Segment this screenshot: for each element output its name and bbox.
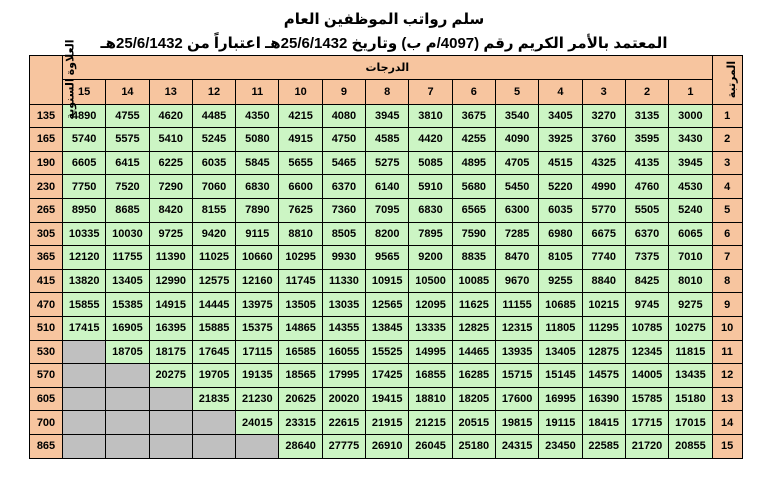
salary-cell: 11815: [669, 340, 712, 364]
grade-number-header: 6: [452, 79, 495, 104]
table-row: [30, 269, 743, 293]
table-row: [30, 128, 743, 152]
grade-number-header: 13: [149, 79, 192, 104]
increment-cell: 865: [30, 434, 63, 458]
salary-cell: 12990: [149, 269, 192, 293]
salary-cell: 17645: [192, 340, 235, 364]
salary-cell: 12565: [366, 293, 409, 317]
salary-cell: 3430: [669, 128, 712, 152]
salary-cell: 8010: [669, 269, 712, 293]
salary-cell: 6300: [495, 198, 538, 222]
salary-cell: 10295: [279, 246, 322, 270]
salary-cell: 4750: [322, 128, 365, 152]
salary-cell: 13405: [106, 269, 149, 293]
salary-cell: 4760: [625, 175, 668, 199]
salary-cell: 13505: [279, 293, 322, 317]
salary-cell: 4090: [495, 128, 538, 152]
salary-cell: 12120: [63, 246, 106, 270]
increment-cell: 570: [30, 364, 63, 388]
salary-cell: 15145: [539, 364, 582, 388]
salary-cell: 10085: [452, 269, 495, 293]
salary-cell: 7750: [63, 175, 106, 199]
salary-cell: 6065: [669, 222, 712, 246]
salary-cell: 8835: [452, 246, 495, 270]
salary-cell: 12095: [409, 293, 452, 317]
salary-cell: 15525: [366, 340, 409, 364]
salary-cell: 3405: [539, 104, 582, 128]
salary-cell: 20855: [669, 434, 712, 458]
salary-cell: 11295: [582, 316, 625, 340]
salary-cell: 4215: [279, 104, 322, 128]
salary-cell: 15375: [236, 316, 279, 340]
salary-cell: 5575: [106, 128, 149, 152]
table-row: [30, 340, 743, 364]
grade-number-header: 4: [539, 79, 582, 104]
salary-cell: 6035: [539, 198, 582, 222]
salary-cell: 9725: [149, 222, 192, 246]
salary-cell: 13975: [236, 293, 279, 317]
salary-cell: 4705: [495, 151, 538, 175]
salary-cell: 4485: [192, 104, 235, 128]
salary-cell: 5220: [539, 175, 582, 199]
salary-cell: 6830: [409, 198, 452, 222]
salary-cell: 13845: [366, 316, 409, 340]
increment-cell: 165: [30, 128, 63, 152]
salary-cell: 15715: [495, 364, 538, 388]
salary-cell: 3810: [409, 104, 452, 128]
empty-cell: [106, 434, 149, 458]
salary-cell: 10785: [625, 316, 668, 340]
level-cell: 2: [712, 128, 742, 152]
grade-number-row: [30, 79, 743, 104]
salary-cell: 18565: [279, 364, 322, 388]
salary-cell: 11805: [539, 316, 582, 340]
empty-cell: [63, 387, 106, 411]
salary-cell: 5655: [279, 151, 322, 175]
salary-cell: 5465: [322, 151, 365, 175]
grade-number-header: 15: [63, 79, 106, 104]
salary-cell: 21215: [409, 411, 452, 435]
salary-cell: 5505: [625, 198, 668, 222]
increment-cell: 135: [30, 104, 63, 128]
salary-cell: 5410: [149, 128, 192, 152]
salary-cell: 18175: [149, 340, 192, 364]
salary-cell: 13405: [539, 340, 582, 364]
salary-cell: 7625: [279, 198, 322, 222]
grade-number-header: 11: [236, 79, 279, 104]
grade-number-header: 9: [322, 79, 365, 104]
salary-cell: 5845: [236, 151, 279, 175]
level-header: المرتبة: [712, 56, 742, 105]
table-row: [30, 316, 743, 340]
salary-cell: 24315: [495, 434, 538, 458]
salary-cell: 11390: [149, 246, 192, 270]
salary-cell: 15385: [106, 293, 149, 317]
salary-cell: 8105: [539, 246, 582, 270]
level-cell: 1: [712, 104, 742, 128]
salary-cell: 10030: [106, 222, 149, 246]
salary-cell: 6140: [366, 175, 409, 199]
table-row: [30, 434, 743, 458]
grade-number-header: 5: [495, 79, 538, 104]
salary-cell: 8470: [495, 246, 538, 270]
empty-cell: [192, 434, 235, 458]
salary-cell: 9275: [669, 293, 712, 317]
table-row: [30, 387, 743, 411]
page-subtitle: المعتمد بالأمر الكريم رقم (4097/م ب) وتاريخ 25/6/1432هـ اعتباراً من 25/6/1432هـ: [100, 35, 668, 52]
grade-number-header: 10: [279, 79, 322, 104]
salary-cell: 11155: [495, 293, 538, 317]
level-cell: 11: [712, 340, 742, 364]
salary-cell: 8810: [279, 222, 322, 246]
salary-cell: 10335: [63, 222, 106, 246]
salary-cell: 5275: [366, 151, 409, 175]
salary-cell: 18205: [452, 387, 495, 411]
level-cell: 14: [712, 411, 742, 435]
salary-cell: 4620: [149, 104, 192, 128]
grade-number-header: 14: [106, 79, 149, 104]
empty-cell: [149, 411, 192, 435]
salary-cell: 17425: [366, 364, 409, 388]
salary-cell: 14575: [582, 364, 625, 388]
empty-cell: [63, 340, 106, 364]
grade-number-header: 12: [192, 79, 235, 104]
level-cell: 3: [712, 151, 742, 175]
salary-cell: 10275: [669, 316, 712, 340]
grade-number-header: 7: [409, 79, 452, 104]
salary-cell: 3000: [669, 104, 712, 128]
salary-cell: 16855: [409, 364, 452, 388]
salary-cell: 6675: [582, 222, 625, 246]
increment-cell: 700: [30, 411, 63, 435]
salary-cell: 23315: [279, 411, 322, 435]
table-row: [30, 198, 743, 222]
salary-cell: 5240: [669, 198, 712, 222]
salary-cell: 17600: [495, 387, 538, 411]
salary-cell: 14995: [409, 340, 452, 364]
salary-cell: 4255: [452, 128, 495, 152]
level-cell: 10: [712, 316, 742, 340]
salary-cell: 11755: [106, 246, 149, 270]
salary-cell: 3270: [582, 104, 625, 128]
salary-cell: 5740: [63, 128, 106, 152]
table-row: [30, 222, 743, 246]
salary-cell: 7890: [236, 198, 279, 222]
salary-cell: 7360: [322, 198, 365, 222]
salary-cell: 16390: [582, 387, 625, 411]
increment-cell: 415: [30, 269, 63, 293]
grades-header: الدرجات: [63, 56, 713, 80]
salary-cell: 7895: [409, 222, 452, 246]
empty-cell: [106, 387, 149, 411]
salary-cell: 24015: [236, 411, 279, 435]
table-row: [30, 293, 743, 317]
salary-cell: 20515: [452, 411, 495, 435]
salary-cell: 8840: [582, 269, 625, 293]
salary-cell: 9565: [366, 246, 409, 270]
salary-cell: 19135: [236, 364, 279, 388]
salary-cell: 16905: [106, 316, 149, 340]
salary-cell: 11330: [322, 269, 365, 293]
salary-cell: 8155: [192, 198, 235, 222]
salary-cell: 4080: [322, 104, 365, 128]
salary-cell: 21720: [625, 434, 668, 458]
salary-cell: 15785: [625, 387, 668, 411]
salary-cell: 21230: [236, 387, 279, 411]
empty-cell: [63, 411, 106, 435]
salary-cell: 4585: [366, 128, 409, 152]
salary-cell: 17415: [63, 316, 106, 340]
increment-cell: 605: [30, 387, 63, 411]
salary-cell: 3135: [625, 104, 668, 128]
salary-cell: 8950: [63, 198, 106, 222]
salary-cell: 17995: [322, 364, 365, 388]
salary-cell: 22585: [582, 434, 625, 458]
salary-cell: 16395: [149, 316, 192, 340]
salary-cell: 5080: [236, 128, 279, 152]
salary-cell: 6830: [236, 175, 279, 199]
salary-cell: 4420: [409, 128, 452, 152]
salary-cell: 12575: [192, 269, 235, 293]
salary-cell: 18415: [582, 411, 625, 435]
table-row: [30, 411, 743, 435]
level-cell: 7: [712, 246, 742, 270]
salary-cell: 16995: [539, 387, 582, 411]
salary-cell: 9200: [409, 246, 452, 270]
salary-cell: 23450: [539, 434, 582, 458]
salary-cell: 8200: [366, 222, 409, 246]
salary-cell: 10215: [582, 293, 625, 317]
salary-cell: 7010: [669, 246, 712, 270]
grade-number-header: 3: [582, 79, 625, 104]
empty-cell: [63, 364, 106, 388]
salary-cell: 10685: [539, 293, 582, 317]
level-cell: 5: [712, 198, 742, 222]
banner-row: [30, 56, 743, 80]
salary-cell: 11745: [279, 269, 322, 293]
salary-cell: 17015: [669, 411, 712, 435]
table-row: [30, 151, 743, 175]
level-cell: 13: [712, 387, 742, 411]
table-row: [30, 246, 743, 270]
salary-cell: 10500: [409, 269, 452, 293]
salary-cell: 18810: [409, 387, 452, 411]
salary-cell: 5680: [452, 175, 495, 199]
level-cell: 12: [712, 364, 742, 388]
salary-cell: 4990: [582, 175, 625, 199]
salary-cell: 4325: [582, 151, 625, 175]
increment-header: العلاوة السنوية: [30, 56, 63, 105]
salary-cell: 21835: [192, 387, 235, 411]
salary-cell: 13435: [669, 364, 712, 388]
level-cell: 6: [712, 222, 742, 246]
salary-cell: 9670: [495, 269, 538, 293]
grade-number-header: 8: [366, 79, 409, 104]
increment-cell: 365: [30, 246, 63, 270]
level-cell: 15: [712, 434, 742, 458]
salary-cell: 19815: [495, 411, 538, 435]
salary-cell: 12160: [236, 269, 279, 293]
salary-cell: 3595: [625, 128, 668, 152]
salary-cell: 4530: [669, 175, 712, 199]
salary-cell: 7285: [495, 222, 538, 246]
salary-cell: 19115: [539, 411, 582, 435]
salary-cell: 15180: [669, 387, 712, 411]
salary-cell: 3945: [366, 104, 409, 128]
salary-cell: 19415: [366, 387, 409, 411]
salary-cell: 26910: [366, 434, 409, 458]
salary-cell: 4915: [279, 128, 322, 152]
salary-cell: 3675: [452, 104, 495, 128]
salary-cell: 20275: [149, 364, 192, 388]
salary-cell: 6605: [63, 151, 106, 175]
salary-cell: 18705: [106, 340, 149, 364]
increment-cell: 265: [30, 198, 63, 222]
level-cell: 4: [712, 175, 742, 199]
salary-cell: 13035: [322, 293, 365, 317]
salary-cell: 14465: [452, 340, 495, 364]
salary-cell: 22615: [322, 411, 365, 435]
salary-cell: 6370: [322, 175, 365, 199]
level-cell: 8: [712, 269, 742, 293]
empty-cell: [106, 411, 149, 435]
salary-cell: 20020: [322, 387, 365, 411]
empty-cell: [192, 411, 235, 435]
empty-cell: [106, 364, 149, 388]
salary-cell: 4895: [452, 151, 495, 175]
salary-cell: 7520: [106, 175, 149, 199]
table-row: [30, 104, 743, 128]
empty-cell: [63, 434, 106, 458]
salary-cell: 3925: [539, 128, 582, 152]
salary-cell: 6370: [625, 222, 668, 246]
salary-cell: 9255: [539, 269, 582, 293]
salary-cell: 21915: [366, 411, 409, 435]
salary-cell: 14005: [625, 364, 668, 388]
salary-cell: 9745: [625, 293, 668, 317]
salary-cell: 6980: [539, 222, 582, 246]
salary-cell: 11625: [452, 293, 495, 317]
salary-cell: 16285: [452, 364, 495, 388]
salary-cell: 12315: [495, 316, 538, 340]
grade-number-header: 2: [625, 79, 668, 104]
salary-cell: 4135: [625, 151, 668, 175]
salary-cell: 7375: [625, 246, 668, 270]
salary-cell: 8420: [149, 198, 192, 222]
salary-cell: 12875: [582, 340, 625, 364]
salary-cell: 5770: [582, 198, 625, 222]
salary-cell: 7060: [192, 175, 235, 199]
salary-cell: 3760: [582, 128, 625, 152]
salary-cell: 6600: [279, 175, 322, 199]
salary-cell: 5450: [495, 175, 538, 199]
salary-cell: 13935: [495, 340, 538, 364]
salary-cell: 12825: [452, 316, 495, 340]
salary-cell: 6415: [106, 151, 149, 175]
salary-cell: 8685: [106, 198, 149, 222]
salary-cell: 8505: [322, 222, 365, 246]
table-row: [30, 175, 743, 199]
salary-cell: 6225: [149, 151, 192, 175]
salary-cell: 9420: [192, 222, 235, 246]
salary-cell: 16585: [279, 340, 322, 364]
salary-cell: 14915: [149, 293, 192, 317]
salary-cell: 7740: [582, 246, 625, 270]
salary-cell: 5085: [409, 151, 452, 175]
salary-cell: 3540: [495, 104, 538, 128]
salary-cell: 25180: [452, 434, 495, 458]
salary-cell: 10660: [236, 246, 279, 270]
salary-cell: 8425: [625, 269, 668, 293]
salary-cell: 6035: [192, 151, 235, 175]
salary-cell: 9930: [322, 246, 365, 270]
salary-cell: 3945: [669, 151, 712, 175]
salary-cell: 17715: [625, 411, 668, 435]
salary-cell: 5245: [192, 128, 235, 152]
salary-cell: 15885: [192, 316, 235, 340]
salary-cell: 10915: [366, 269, 409, 293]
table-row: [30, 364, 743, 388]
empty-cell: [149, 434, 192, 458]
salary-cell: 12345: [625, 340, 668, 364]
salary-cell: 16055: [322, 340, 365, 364]
salary-cell: 26045: [409, 434, 452, 458]
increment-cell: 470: [30, 293, 63, 317]
salary-cell: 4755: [106, 104, 149, 128]
grade-number-header: 1: [669, 79, 712, 104]
increment-cell: 305: [30, 222, 63, 246]
increment-cell: 510: [30, 316, 63, 340]
empty-cell: [236, 434, 279, 458]
salary-cell: 6565: [452, 198, 495, 222]
salary-cell: 19705: [192, 364, 235, 388]
salary-cell: 14445: [192, 293, 235, 317]
empty-cell: [149, 387, 192, 411]
salary-cell: 4350: [236, 104, 279, 128]
salary-cell: 27775: [322, 434, 365, 458]
salary-cell: 7290: [149, 175, 192, 199]
salary-cell: 7590: [452, 222, 495, 246]
increment-cell: 190: [30, 151, 63, 175]
salary-cell: 17115: [236, 340, 279, 364]
salary-cell: 13335: [409, 316, 452, 340]
level-cell: 9: [712, 293, 742, 317]
page-title: سلم رواتب الموظفين العام: [283, 11, 485, 28]
salary-cell: 15855: [63, 293, 106, 317]
salary-cell: 14865: [279, 316, 322, 340]
salary-cell: 4890: [63, 104, 106, 128]
salary-cell: 28640: [279, 434, 322, 458]
salary-cell: 7095: [366, 198, 409, 222]
increment-cell: 530: [30, 340, 63, 364]
salary-cell: 20625: [279, 387, 322, 411]
salary-cell: 13820: [63, 269, 106, 293]
salary-cell: 9115: [236, 222, 279, 246]
salary-cell: 5910: [409, 175, 452, 199]
salary-cell: 4515: [539, 151, 582, 175]
increment-cell: 230: [30, 175, 63, 199]
salary-cell: 14355: [322, 316, 365, 340]
salary-cell: 11025: [192, 246, 235, 270]
